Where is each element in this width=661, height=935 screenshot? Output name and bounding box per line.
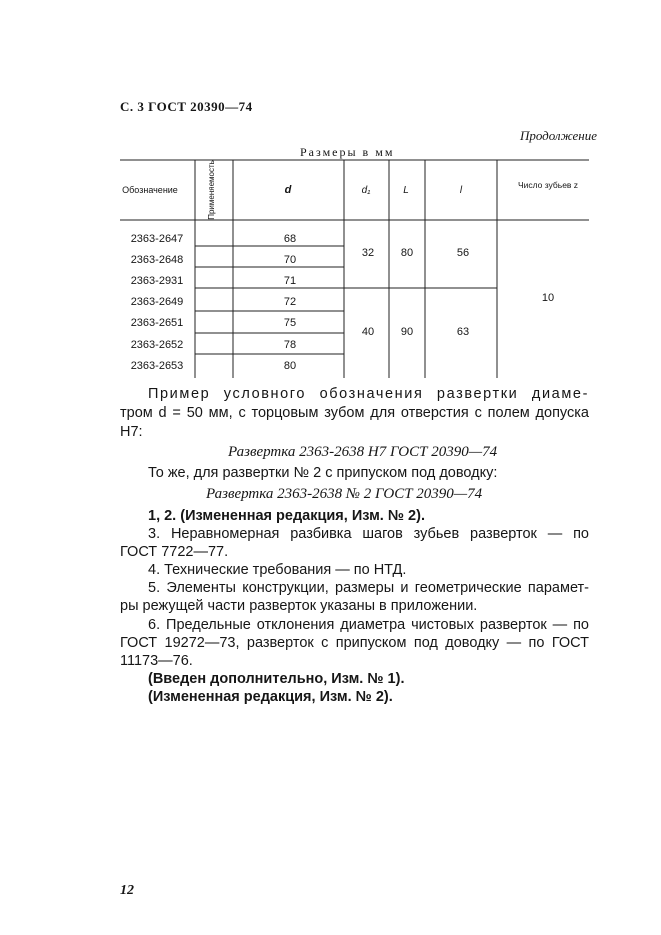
units-label: Размеры в мм: [300, 145, 395, 159]
example-line-3: Н7:: [120, 424, 143, 440]
item-6-line-1: 6. Предельные отклонения диаметра чистовых разверток — по: [148, 617, 589, 633]
teeth-count: 10: [541, 292, 555, 304]
note-amended: (Измененная редакция, Изм. № 2).: [148, 689, 393, 705]
group2-d1: 40: [361, 326, 375, 338]
row-code: 2363-2648: [130, 254, 184, 266]
row-code: 2363-2931: [130, 275, 184, 287]
page-header: С. 3 ГОСТ 20390—74: [120, 99, 253, 114]
item-5-line-1: 5. Элементы конструкции, размеры и геометрические парамет-: [148, 580, 589, 596]
item-3-line-2: ГОСТ 7722—77.: [120, 544, 229, 560]
group2-L: 90: [400, 326, 414, 338]
group1-d1: 32: [361, 247, 375, 259]
row-code: 2363-2647: [130, 233, 184, 245]
row-d: 80: [283, 360, 297, 372]
row-d: 70: [283, 254, 297, 266]
item-1-2: 1, 2. (Измененная редакция, Изм. № 2).: [148, 508, 425, 524]
note-introduced: (Введен дополнительно, Изм. № 1).: [148, 671, 405, 687]
row-d: 72: [283, 296, 297, 308]
group1-l: 56: [456, 247, 470, 259]
col-header-d: d: [284, 184, 292, 196]
item-3-line-1: 3. Неравномерная разбивка шагов зубьев разверток — по: [148, 526, 589, 542]
dimensions-table: [0, 0, 661, 400]
row-d: 68: [283, 233, 297, 245]
group1-L: 80: [400, 247, 414, 259]
col-header-teeth: Число зубьев z: [517, 180, 579, 190]
designation-example-2: Развертка 2363-2638 № 2 ГОСТ 20390—74: [206, 486, 483, 502]
col-header-designation: Обозначение: [122, 185, 178, 195]
col-header-L: L: [403, 185, 409, 196]
row-code: 2363-2649: [130, 296, 184, 308]
same-for-reamer-2: То же, для развертки № 2 с припуском под доводку:: [148, 465, 498, 481]
row-d: 75: [283, 317, 297, 329]
example-line-2: тром d = 50 мм, с торцовым зубом для отверстия с полем допуска: [120, 405, 589, 421]
row-code: 2363-2652: [130, 339, 184, 351]
item-5-line-2: ры режущей части разверток указаны в приложении.: [120, 598, 478, 614]
row-code: 2363-2651: [130, 317, 184, 329]
group2-l: 63: [456, 326, 470, 338]
example-line-1: Пример условного обозначения развертки диаме-: [148, 386, 589, 402]
page-number: 12: [120, 883, 134, 898]
designation-example-1: Развертка 2363-2638 Н7 ГОСТ 20390—74: [228, 444, 498, 460]
continuation-label: Продолжение: [519, 128, 597, 143]
row-d: 78: [283, 339, 297, 351]
item-6-line-2: ГОСТ 19272—73, разверток с припуском под доводку — по ГОСТ: [120, 635, 589, 651]
row-d: 71: [283, 275, 297, 287]
item-4: 4. Технические требования — по НТД.: [148, 562, 407, 578]
item-6-line-3: 11173—76.: [120, 653, 193, 669]
col-header-l: l: [459, 185, 463, 196]
col-header-d1: d₁: [361, 185, 371, 196]
row-code: 2363-2653: [130, 360, 184, 372]
col-header-applicability: Применяемость: [207, 160, 216, 220]
